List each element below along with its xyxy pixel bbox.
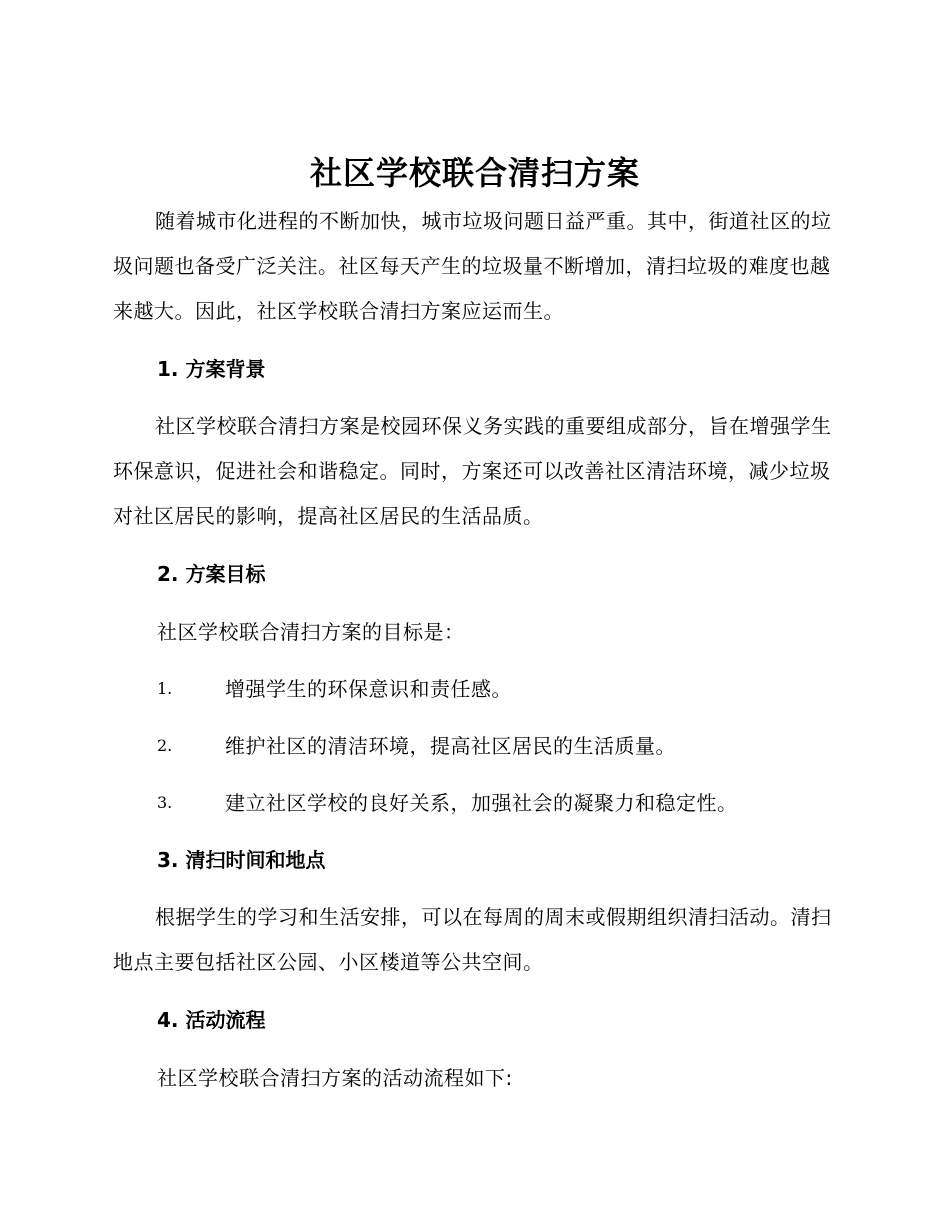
list-item-number: 2. <box>157 736 173 755</box>
list-item-number: 3. <box>157 793 173 812</box>
list-item <box>157 731 837 761</box>
list-item-text: 维护社区的清洁环境，提高社区居民的生活质量。 <box>225 734 676 758</box>
time-location-paragraph: 根据学生的学习和生活安排，可以在每周的周末或假期组织清扫活动。清扫地点主要包括社区公园、小区楼道等公共空间。 <box>113 905 832 974</box>
list-item-text: 增强学生的环保意识和责任感。 <box>225 677 512 701</box>
document-title: 社区学校联合清扫方案 <box>309 154 640 192</box>
intro-paragraph: 随着城市化进程的不断加快，城市垃圾问题日益严重。其中，街道社区的垃圾问题也备受广泛关注。社区每天产生的垃圾量不断增加，清扫垃圾的难度也越来越大。因此，社区学校联合清扫方案应运而生。 <box>113 209 832 323</box>
process-lead-text: 社区学校联合清扫方案的活动流程如下: <box>157 1066 513 1090</box>
section-heading-process: 4. 活动流程 <box>157 1008 266 1032</box>
section-heading-background: 1. 方案背景 <box>157 357 266 381</box>
list-item-text: 建立社区学校的良好关系，加强社会的凝聚力和稳定性。 <box>225 791 738 815</box>
goals-lead-text: 社区学校联合清扫方案的目标是： <box>157 620 465 644</box>
section-heading-time-location: 3. 清扫时间和地点 <box>157 848 326 872</box>
list-item-number: 1. <box>157 679 173 698</box>
section-heading-goals: 2. 方案目标 <box>157 562 266 586</box>
background-paragraph: 社区学校联合清扫方案是校园环保义务实践的重要组成部分，旨在增强学生环保意识，促进社会和谐稳定。同时，方案还可以改善社区清洁环境，减少垃圾对社区居民的影响，提高社区居民的生活品质。 <box>113 414 832 528</box>
list-item <box>157 674 837 704</box>
list-item <box>157 788 837 818</box>
